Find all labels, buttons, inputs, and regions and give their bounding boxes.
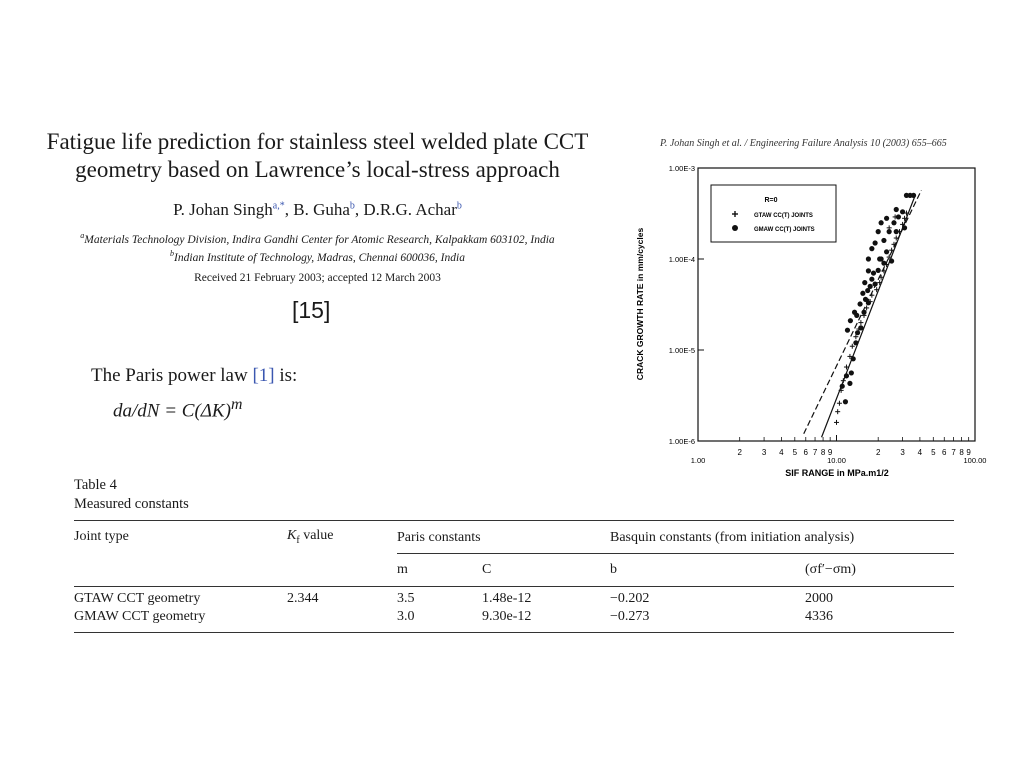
citation-label: [15] xyxy=(292,297,331,323)
col-header-m: m xyxy=(397,554,482,587)
y-tick-label: 1.00E-4 xyxy=(668,255,695,264)
gmaw-data-point xyxy=(911,193,916,198)
col-header-c: C xyxy=(482,554,610,587)
reference-link[interactable]: [1] xyxy=(252,365,275,386)
gmaw-data-point xyxy=(891,220,896,225)
author-sup: a,* xyxy=(272,200,285,212)
gmaw-data-point xyxy=(877,256,882,261)
gmaw-data-point xyxy=(881,238,886,243)
table-row: GMAW CCT geometry 3.0 9.30e-12 −0.273 4336 xyxy=(74,609,954,633)
gmaw-data-point xyxy=(857,301,862,306)
legend-title: R=0 xyxy=(764,197,778,204)
gtaw-data-point xyxy=(864,305,869,310)
measured-constants-table xyxy=(74,520,954,633)
gmaw-data-point xyxy=(869,246,874,251)
x-minor-tick-label: 5 xyxy=(931,448,936,457)
gmaw-data-point xyxy=(851,356,856,361)
x-tick-label: 100.00 xyxy=(963,456,987,465)
x-minor-tick-label: 8 xyxy=(959,448,964,457)
chart-x-axis-label: SIF RANGE in MPa.m1/2 xyxy=(785,468,889,478)
gmaw-data-point xyxy=(887,229,892,234)
gmaw-data-point xyxy=(876,268,881,273)
gtaw-data-point xyxy=(858,320,863,325)
gtaw-data-point xyxy=(841,378,846,383)
gtaw-data-point xyxy=(869,293,874,298)
gtaw-data-point xyxy=(837,401,842,406)
x-minor-tick-label: 7 xyxy=(951,448,956,457)
legend-label: GTAW CC(T) JOINTS xyxy=(754,213,813,219)
author-sup: b xyxy=(456,200,462,212)
paris-law-equation: $da/dN = C(\Delta K)^m$ xyxy=(113,396,243,422)
gmaw-data-point xyxy=(843,399,848,404)
gmaw-data-point xyxy=(853,340,858,345)
author-name: D.R.G. Achar xyxy=(363,200,457,219)
col-header-basquin: Basquin constants (from initiation analysis) xyxy=(610,521,954,554)
gmaw-data-point xyxy=(866,268,871,273)
gmaw-data-point xyxy=(889,258,894,263)
gmaw-data-point xyxy=(900,209,905,214)
affiliation-b: $^b$Indian Institute of Technology, Madras, Chennai 600036, India xyxy=(170,248,465,264)
gmaw-data-point xyxy=(866,256,871,261)
x-minor-tick-label: 9 xyxy=(827,448,833,457)
gmaw-data-point xyxy=(844,373,849,378)
y-tick-label: 1.00E-3 xyxy=(668,164,695,173)
gmaw-data-point xyxy=(847,381,852,386)
paris-law-intro: The Paris power law [1] is: xyxy=(91,365,298,386)
y-tick-label: 1.00E-6 xyxy=(668,437,695,446)
received-dates: Received 21 February 2003; accepted 12 March 2003 xyxy=(194,272,441,284)
gmaw-data-point xyxy=(871,270,876,275)
gmaw-data-point xyxy=(861,310,866,315)
table-label: Table 4 xyxy=(74,477,117,493)
x-minor-tick-label: 5 xyxy=(792,448,798,457)
col-header-joint-type: Joint type xyxy=(74,521,287,554)
gmaw-data-point xyxy=(860,291,865,296)
x-tick-label: 1.00 xyxy=(690,456,706,465)
gmaw-data-point xyxy=(894,229,899,234)
author-list: P. Johan Singh$^{a,*}$, B. Guha$^b$, D.R.G. Achar$^b$ xyxy=(173,200,462,219)
x-minor-tick-label: 2 xyxy=(875,448,881,457)
gmaw-data-point xyxy=(869,277,874,282)
x-minor-tick-label: 9 xyxy=(966,448,971,457)
gmaw-data-point xyxy=(876,229,881,234)
paper-title-line-1: Fatigue life prediction for stainless steel welded plate CCT xyxy=(46,129,589,154)
x-minor-tick-label: 4 xyxy=(917,448,923,457)
x-tick-label: 10.00 xyxy=(827,456,846,465)
gtaw-data-point xyxy=(834,420,839,425)
gmaw-data-point xyxy=(894,207,899,212)
col-header-kf: $K_f$ value xyxy=(287,521,397,554)
gmaw-data-point xyxy=(852,310,857,315)
gmaw-data-point xyxy=(879,220,884,225)
gmaw-data-point xyxy=(855,330,860,335)
col-header-b: b xyxy=(610,554,805,587)
gmaw-data-point xyxy=(849,370,854,375)
paper-title-line-2: geometry based on Lawrence’s local-stress approach xyxy=(75,157,560,182)
x-minor-tick-label: 8 xyxy=(820,448,826,457)
chart-y-axis-label: CRACK GROWTH RATE in mm/cycles xyxy=(635,227,645,381)
author-name: B. Guha xyxy=(293,200,350,219)
table-caption xyxy=(74,476,189,514)
crack-growth-chart xyxy=(630,158,1000,480)
x-minor-tick-label: 3 xyxy=(900,448,905,457)
gmaw-data-point xyxy=(902,225,907,230)
gtaw-data-point xyxy=(835,409,840,414)
legend-dot xyxy=(732,225,738,231)
legend-label: GMAW CC(T) JOINTS xyxy=(754,227,815,233)
gmaw-data-point xyxy=(873,281,878,286)
x-minor-tick-label: 6 xyxy=(803,448,809,457)
gmaw-data-point xyxy=(858,325,863,330)
gmaw-data-point xyxy=(896,214,901,219)
y-tick-label: 1.00E-5 xyxy=(668,346,695,355)
x-minor-tick-label: 6 xyxy=(942,448,947,457)
x-minor-tick-label: 7 xyxy=(812,448,818,457)
author-sup: b xyxy=(349,200,355,212)
x-minor-tick-label: 2 xyxy=(737,448,742,457)
gmaw-data-point xyxy=(866,300,871,305)
paper-title xyxy=(0,128,635,184)
figure-caption: P. Johan Singh et al. / Engineering Failure Analysis 10 (2003) 655–665 xyxy=(660,138,947,149)
col-header-paris: Paris constants xyxy=(397,521,610,554)
col-header-sigma: (σf′−σm) xyxy=(805,554,954,587)
gmaw-data-point xyxy=(868,284,873,289)
author-name: P. Johan Singh xyxy=(173,200,273,219)
x-minor-tick-label: 3 xyxy=(761,448,767,457)
gmaw-data-point xyxy=(884,249,889,254)
gmaw-data-point xyxy=(873,240,878,245)
gmaw-data-point xyxy=(848,318,853,323)
gmaw-data-point xyxy=(862,280,867,285)
x-minor-tick-label: 4 xyxy=(779,448,784,457)
gmaw-data-point xyxy=(884,216,889,221)
table-title: Measured constants xyxy=(74,496,189,512)
gmaw-data-point xyxy=(845,328,850,333)
gmaw-data-point xyxy=(840,384,845,389)
table-row: GTAW CCT geometry 2.344 3.5 1.48e-12 −0.202 2000 xyxy=(74,591,833,606)
gtaw-data-point xyxy=(877,280,882,285)
affiliation-a: $^a$Materials Technology Division, Indira Gandhi Center for Atomic Research, Kalpakkam 603102, India xyxy=(80,231,555,246)
affiliations xyxy=(0,229,635,265)
